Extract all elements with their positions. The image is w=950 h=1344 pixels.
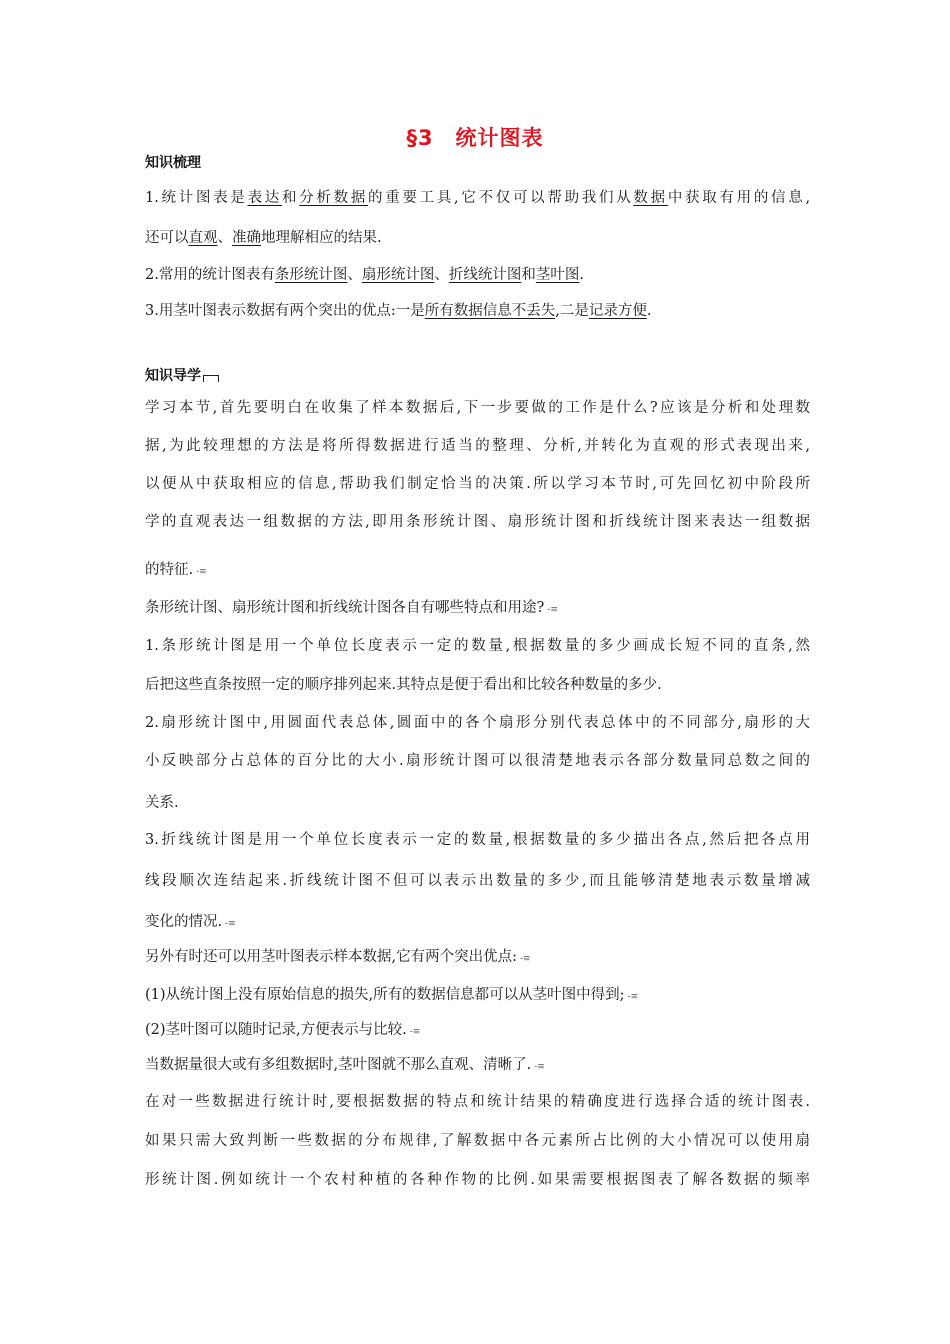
- guide-line-9: 2.扇形统计图中,用圆面代表总体,圆面中的各个扇形分别代表总体中的不同部分,扇形的大: [145, 715, 810, 731]
- keyword-underline: 条形统计图: [274, 267, 348, 283]
- para-mark-icon: -≡: [534, 1062, 545, 1072]
- keyword-underline: 折线统计图: [448, 267, 522, 283]
- para-mark-icon: -≡: [196, 567, 207, 577]
- para-mark-icon: -≡: [547, 605, 558, 615]
- guide-line-16: (1)从统计图上没有原始信息的损失,所有的数据信息都可以从茎叶图中得到; -≡: [145, 987, 639, 1003]
- guide-line-17: (2)茎叶图可以随时记录,方便表示与比较. -≡: [145, 1022, 421, 1038]
- guide-line-11: 关系.: [145, 795, 179, 811]
- guide-line-18: 当数据量很大或有多组数据时,茎叶图就不那么直观、清晰了. -≡: [145, 1057, 545, 1073]
- guide-line-13: 线段顺次连结起来.折线统计图不但可以表示出数量的多少,而且能够清楚地表示数量增减: [145, 873, 810, 889]
- keyword-underline: 扇形统计图: [361, 267, 435, 283]
- guide-line-14: 变化的情况. -≡: [145, 914, 236, 930]
- section-heading-knowledge-review: 知识梳理: [145, 155, 201, 171]
- guide-line-5: 的特征. -≡: [145, 562, 207, 578]
- page-title: §3 统计图表: [406, 126, 544, 150]
- guide-line-3: 以便从中获取相应的信息,帮助我们制定恰当的决策.所以学习本节时,可先回忆初中阶段所: [145, 476, 810, 492]
- keyword-underline: 数据: [633, 190, 668, 206]
- guide-line-19: 在对一些数据进行统计时,要根据数据的特点和统计结果的精确度进行选择合适的统计图表.: [145, 1094, 810, 1110]
- guide-line-6: 条形统计图、扇形统计图和折线统计图各自有哪些特点和用途? -≡: [145, 600, 558, 616]
- guide-line-7: 1.条形统计图是用一个单位长度表示一定的数量,根据数量的多少画成长短不同的直条,然: [145, 638, 810, 654]
- guide-line-15: 另外有时还可以用茎叶图表示样本数据,它有两个突出优点: -≡: [145, 949, 531, 965]
- review-item-1-line-1: 1.统计图表是表达和分析数据的重要工具,它不仅可以帮助我们从数据中获取有用的信息,: [145, 190, 811, 206]
- keyword-underline: 茎叶图: [535, 267, 580, 283]
- heading-mark-icon: [203, 375, 219, 382]
- keyword-underline: 表达: [247, 190, 282, 206]
- para-mark-icon: -≡: [409, 1027, 421, 1037]
- guide-line-8: 后把这些直条按照一定的顺序排列起来.其特点是便于看出和比较各种数量的多少.: [145, 677, 662, 693]
- keyword-underline: 记录方便: [588, 303, 647, 319]
- para-mark-icon: -≡: [225, 919, 236, 929]
- keyword-underline: 直观: [188, 230, 218, 246]
- review-item-3: 3.用茎叶图表示数据有两个突出的优点:一是所有数据信息不丢失,二是记录方便.: [145, 303, 652, 319]
- guide-line-1: 学习本节,首先要明白在收集了样本数据后,下一步要做的工作是什么?应该是分析和处理数: [145, 400, 810, 416]
- keyword-underline: 所有数据信息不丢失: [424, 303, 556, 319]
- guide-line-2: 据,为此较理想的方法是将所得数据进行适当的整理、分析,并转化为直观的形式表现出来,: [145, 438, 810, 454]
- guide-line-10: 小反映部分占总体的百分比的大小.扇形统计图可以很清楚地表示各部分数量同总数之间的: [145, 753, 810, 769]
- keyword-underline: 分析数据: [299, 190, 369, 206]
- keyword-underline: 准确: [232, 230, 261, 246]
- review-item-1-line-2: 还可以直观、准确地理解相应的结果.: [145, 230, 382, 246]
- guide-line-21: 形统计图.例如统计一个农村种植的各种作物的比例.如果需要根据图表了解各数据的频率: [145, 1172, 810, 1188]
- guide-line-12: 3.折线统计图是用一个单位长度表示一定的数量,根据数量的多少描出各点,然后把各点用: [145, 832, 810, 848]
- review-item-2: 2.常用的统计图表有条形统计图、扇形统计图、折线统计图和茎叶图.: [145, 267, 584, 283]
- para-mark-icon: -≡: [520, 954, 531, 964]
- section-heading-knowledge-guide: 知识导学: [145, 365, 219, 385]
- guide-line-20: 如果只需大致判断一些数据的分布规律,了解数据中各元素所占比例的大小情况可以使用扇: [145, 1133, 810, 1149]
- guide-line-4: 学的直观表达一组数据的方法,即用条形统计图、扇形统计图和折线统计图来表达一组数据: [145, 514, 810, 530]
- para-mark-icon: -≡: [627, 992, 639, 1002]
